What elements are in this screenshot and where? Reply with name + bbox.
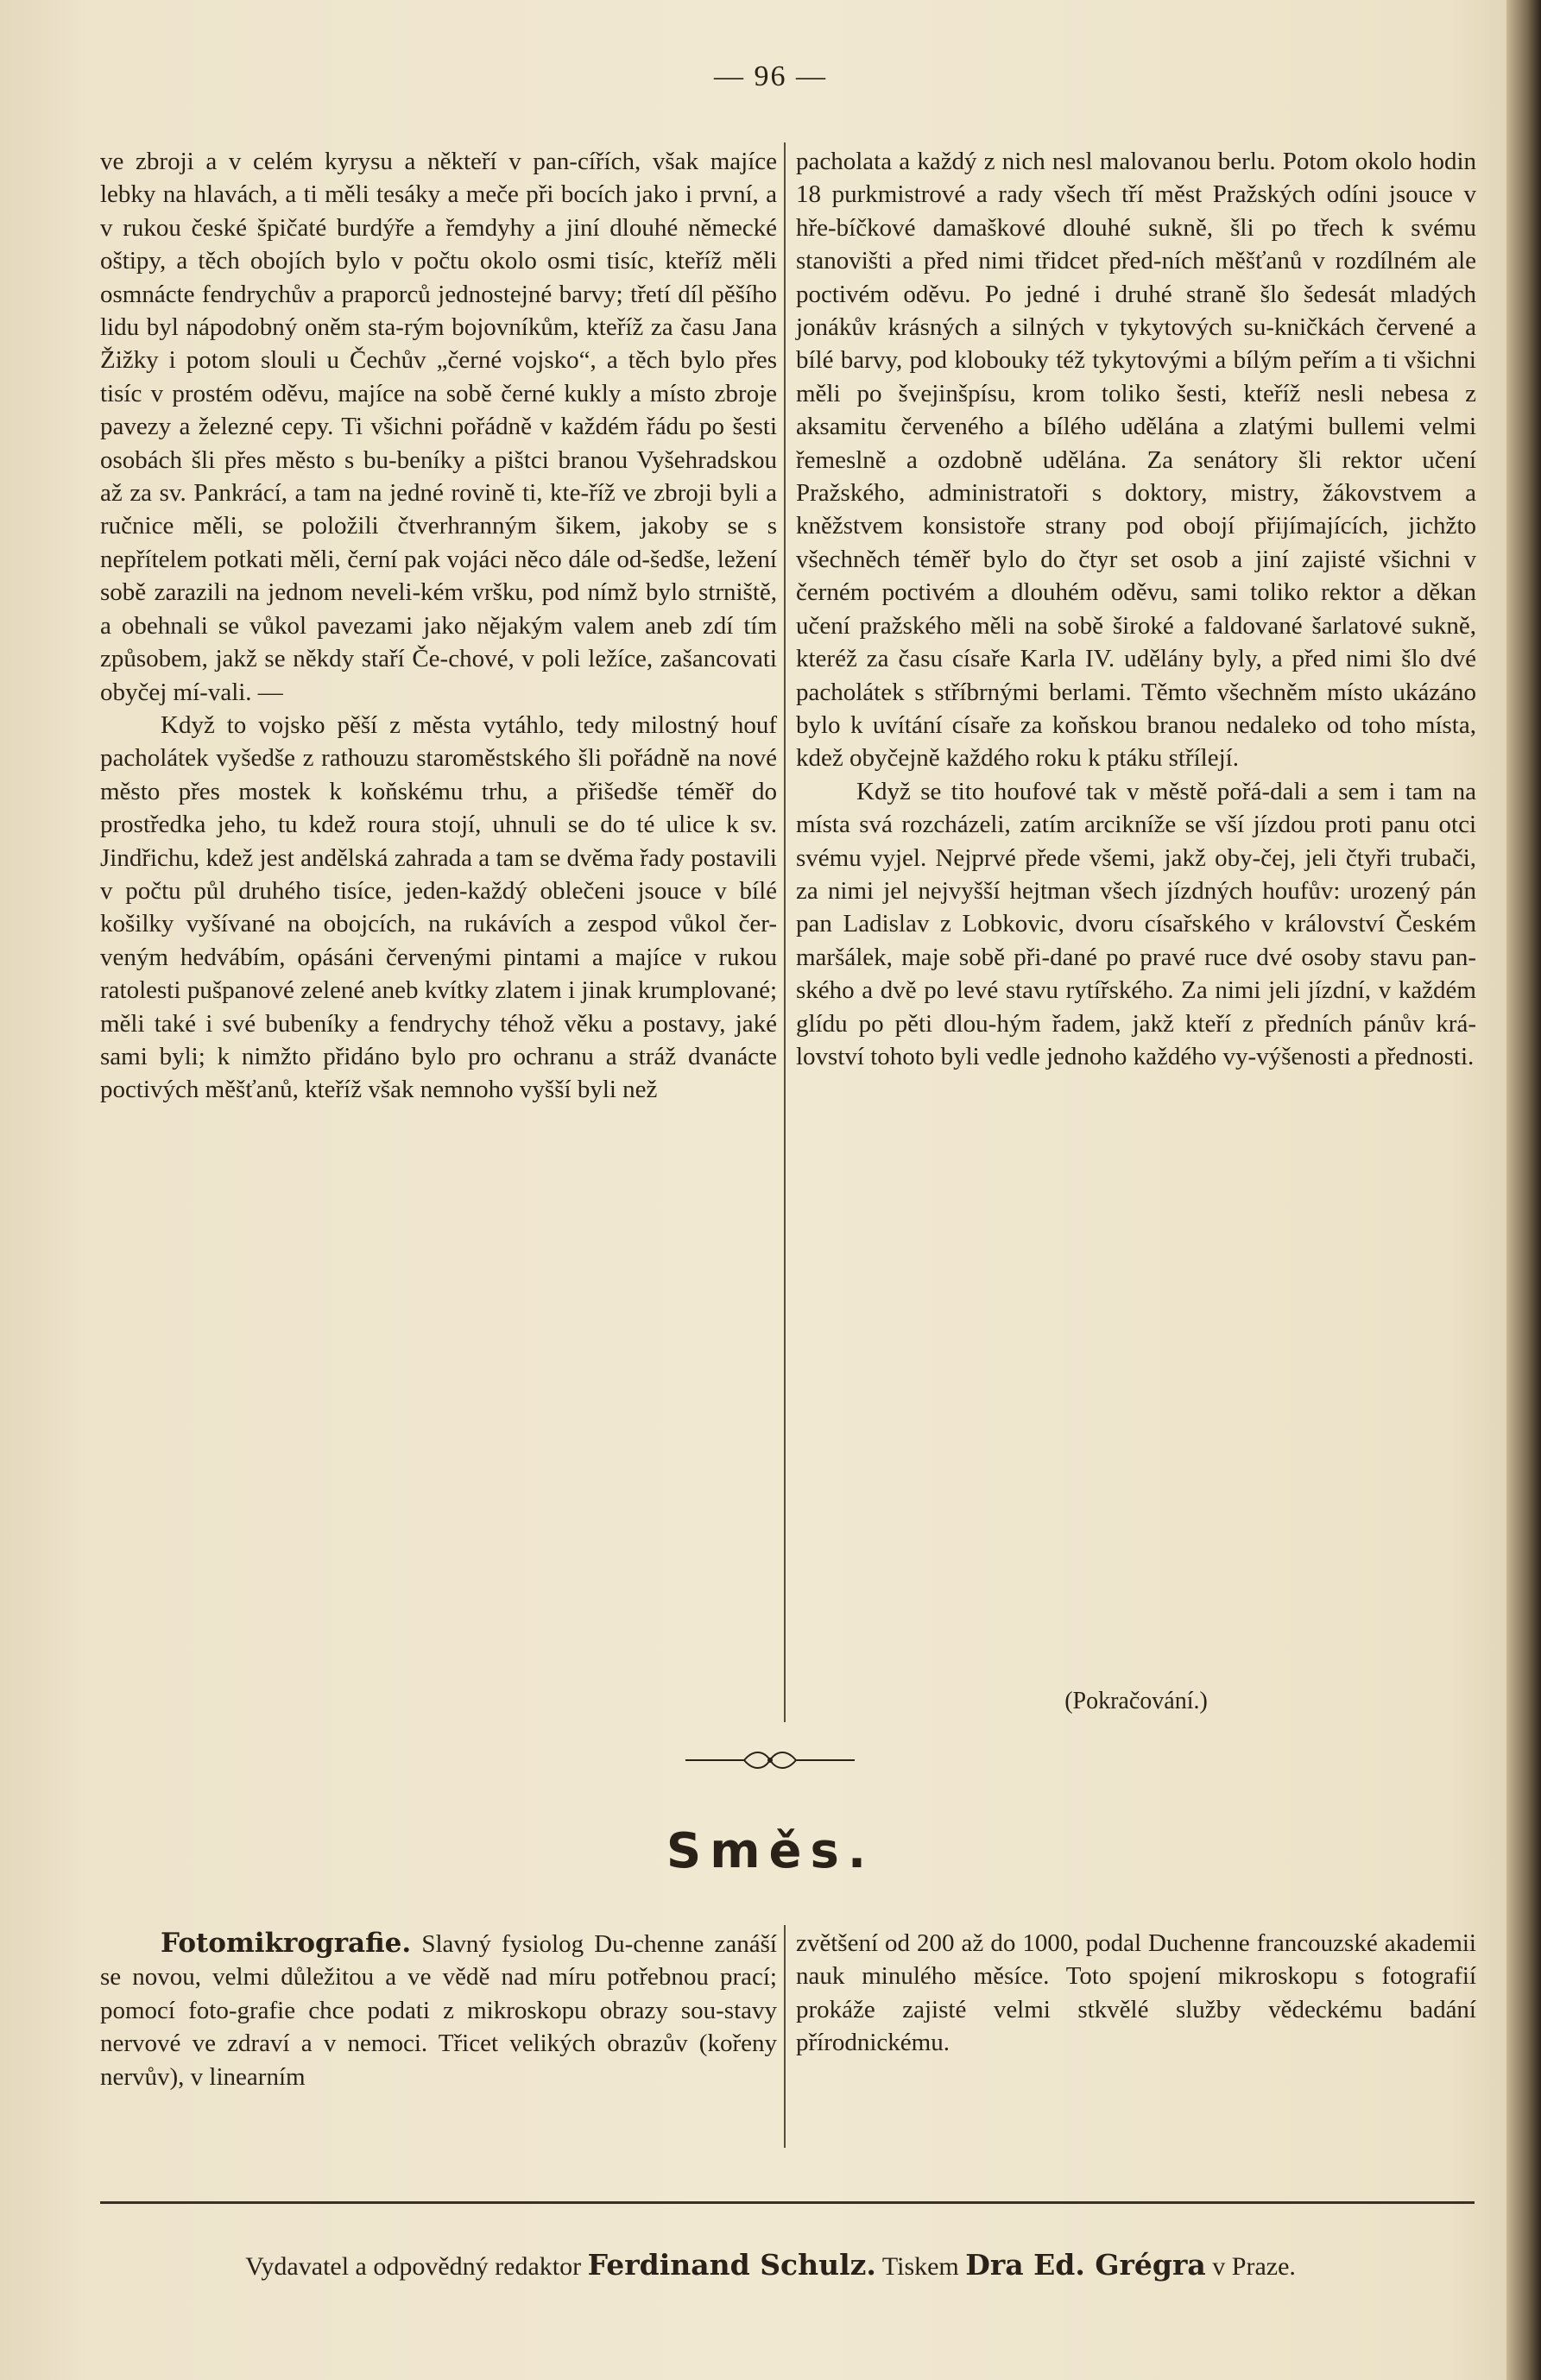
imprint-editor: Ferdinand Schulz. bbox=[587, 2248, 876, 2282]
misc-left-column bbox=[100, 1927, 777, 2093]
misc-column-divider bbox=[784, 1925, 786, 2148]
ornament-divider-icon bbox=[684, 1747, 856, 1773]
imprint-middle: Tiskem bbox=[875, 2252, 966, 2281]
continued-note: (Pokračování.) bbox=[1064, 1688, 1208, 1714]
left-paragraph-1: ve zbroji a v celém kyrysu a někteří v pan-cířích, však majíce lebky na hlavách, a ti měli tesáky a meče při bocích jako i první, a v rukou české špičaté burdýře a řemdyhy a jiní dlouhé německé oštipy, a těch obojích bylo v počtu okolo osmi tisíc, kteříž měli osmnácte fendrychův a praporců jednostejné barvy; třetí díl pěšího lidu byl nápodobný oněm sta-rým bojovníkům, kteříž za času Jana Žižky i potom slouli u Čechův „černé vojsko“, a těch bylo přes tisíc v prostém oděvu, majíce na sobě černé kukly a místo zbroje pavezy a železné cepy. Ti všichni pořádně v každém řádu po šesti osobách šli přes město s bu-beníky a pištci branou Vyšehradskou až za sv. Pankrácí, a tam na jedné rovině ti, kte-říž ve zbroji byli a ručnice měli, se položili čtverhranným šikem, jakoby se s nepřítelem potkati měli, černí pak vojáci něco dále od-šedše, ležení sobě zarazili na jednom neveli-kém vršku, pod nímž bylo strniště, a obehnali se vůkol pavezami jako nějakým valem aneb zdí tím způsobem, jakž se někdy staří Če-chové, v poli ležíce, zašancovati obyčej mí-vali. — bbox=[100, 148, 777, 706]
misc-right-text: zvětšení od 200 až do 1000, podal Duchenne francouzské akademii nauk minulého měsíce. Toto spojení mikroskopu s fotografií prokáže zajisté velmi stkvělé služby vědeckému badání přírodnickému. bbox=[796, 1929, 1476, 2057]
footer-rule bbox=[100, 2201, 1475, 2204]
column-divider bbox=[784, 142, 786, 1722]
right-paragraph-2: Když se tito houfové tak v městě pořá-dali a sem i tam na místa svá rozcházeli, zatím arcikníže se vší jízdou proti panu otci svému vyjel. Nejprvé přede všemi, jakž oby-čej, jeli čtyři trubači, za nimi jel nejvyšší hejtman všech jízdných houfův: urozený pán pan Ladislav z Lobkovic, dvoru císařského v království Českém maršálek, maje sobě při-dané po pravé ruce dvé osoby stavu pan-ského a dvě po levé stavu rytířského. Za nimi jeli jízdní, v každém glídu po pěti dlou-hým řadem, jakž kteří z předních pánův krá-lovství tohoto byli vedle jednoho každého vy-výšenosti a přednosti. bbox=[796, 777, 1476, 1070]
misc-left-text: Slavný fysiolog Du-chenne zanáší se novou, velmi důležitou a ve vědě nad míru potřebnou prací; pomocí foto-grafie chce podati z mikroskopu obrazy sou-stavy nervové ve zdraví a v nemoci. Třicet velikých obrazův (kořeny nervův), v linearním bbox=[100, 1930, 777, 2091]
left-column bbox=[100, 145, 777, 1107]
misc-headword: Fotomikrografie. bbox=[161, 1928, 412, 1959]
left-paragraph-2: Když to vojsko pěší z města vytáhlo, tedy milostný houf pacholátek vyšedše z rathouzu staroměstského šli pořádně na nové město přes mostek k koňskému trhu, a přišedše téměř do prostředka jeho, tu kdež roura stojí, uhnuli se do té ulice k sv. Jindřichu, kdež jest andělská zahrada a tam se dvěma řady postavili v počtu půl druhého tisíce, jeden-každý oblečeni jsouce v bílé košilky vyšívané na obojcích, na rukávích a zespod vůkol čer-veným hedvábím, opásáni červenými pintami a majíce v rukou ratolesti pušpanové zelené aneb kvítky zlatem i jinak krumplované; měli také i své bubeníky a fendrychy téhož věku a postavy, jaké sami byli; k nimžto přidáno bylo pro ochranu a stráž dvanácte poctivých měšťanů, kteříž však nemnoho vyšší byli než bbox=[100, 710, 777, 1104]
section-title: Směs. bbox=[666, 1823, 875, 1879]
imprint-prefix: Vydavatel a odpovědný redaktor bbox=[245, 2252, 588, 2281]
book-spine-shadow bbox=[1506, 0, 1541, 2380]
right-column bbox=[796, 145, 1476, 1073]
imprint-suffix: v Praze. bbox=[1205, 2252, 1296, 2281]
page-number: — 96 — bbox=[714, 60, 827, 92]
misc-right-column bbox=[796, 1927, 1476, 2060]
imprint-line bbox=[0, 2248, 1541, 2282]
right-paragraph-1: pacholata a každý z nich nesl malovanou berlu. Potom okolo hodin 18 purkmistrové a rady všech tří měst Pražských odíni jsouce v hře-bíčkové damaškové dlouhé sukně, šli po třech k svému stanovišti a před nimi třidcet před-ních měšťanů v rozdílném ale poctivém oděvu. Po jedné i druhé straně šlo šedesát mladých jonákův krásných a silných v tykytových su-kničkách červené a bílé barvy, pod klobouky též tykytovými a bílým peřím a ti všichni měli po švejinšpísu, krom toliko šesti, kteříž nesli nebesa z aksamitu červeného a bílého udělána a zlatými bullemi velmi řemeslně a ozdobně udělána. Za senátory šli rektor učení Pražského, administratoři s doktory, mistry, žákovstvem a kněžstvem konsistoře strany pod obojí přijímajících, jichžto všechněch téměř bylo do čtyr set osob a jiní zajisté všichni v černém poctivém a dlouhém oděvu, sami toliko rektor a děkan učení pražského měli na sobě široké a faldované šarlatové sukně, kteréž za času císaře Karla IV. udělány byly, a před nimi šlo dvé pacholátek s stříbrnými berlami. Těmto všechněm místo ukázáno bylo k uvítání císaře za koňskou branou nedaleko od toho místa, kdež obyčejně každého roku k ptáku střílejí. bbox=[796, 148, 1476, 773]
imprint-printer: Dra Ed. Grégra bbox=[965, 2248, 1206, 2282]
